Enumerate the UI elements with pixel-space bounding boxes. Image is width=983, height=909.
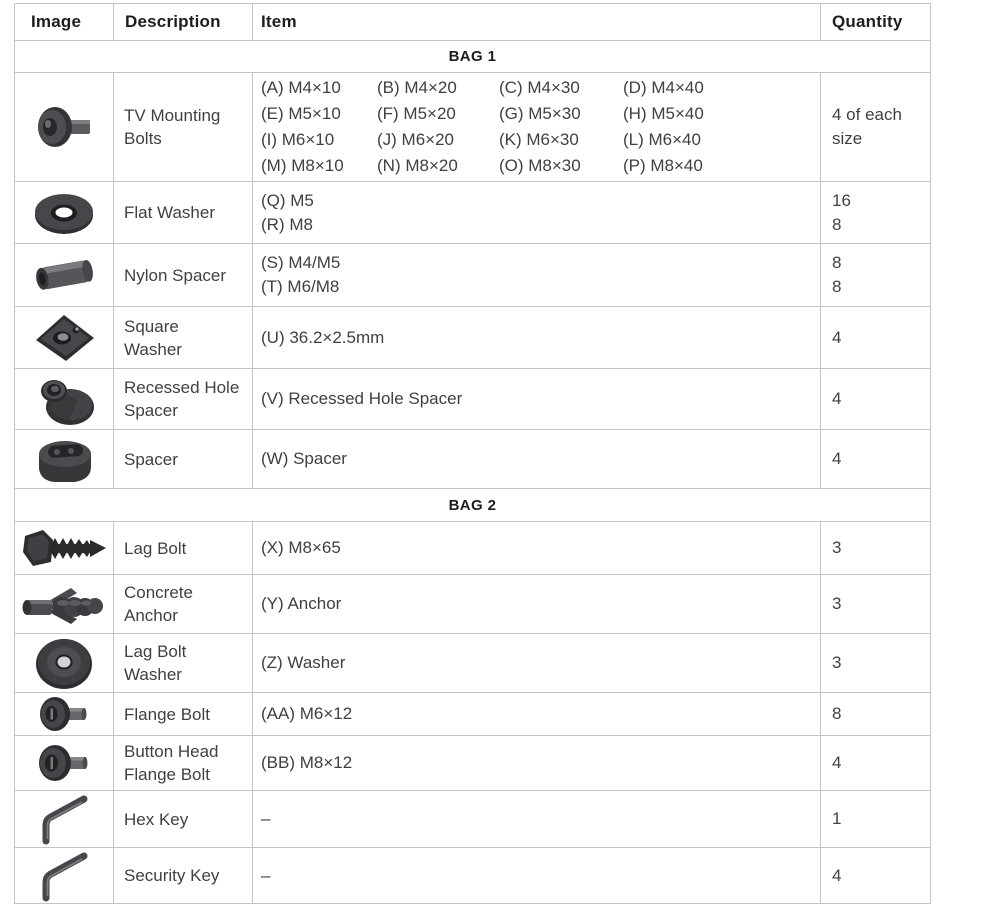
- table-row: [15, 430, 931, 489]
- item-cell: [253, 73, 821, 182]
- description-cell: Lag Bolt: [114, 522, 253, 575]
- item-cell: (U) 36.2×2.5mm: [253, 307, 821, 369]
- table-row: [15, 575, 931, 634]
- lag-bolt-washer-icon: [29, 635, 99, 691]
- table-row: [15, 182, 931, 244]
- quantity-cell: 4 of each size: [821, 73, 931, 182]
- table-row: [15, 522, 931, 575]
- table-row: [15, 848, 931, 904]
- section-label: BAG 1: [15, 41, 931, 73]
- item-cell: –: [253, 791, 821, 848]
- quantity-cell: 4: [821, 848, 931, 904]
- description-cell: TV Mounting Bolts: [114, 73, 253, 182]
- item-cell: (X) M8×65: [253, 522, 821, 575]
- flange-bolt-icon: [33, 694, 95, 734]
- quantity-cell: 16 8: [821, 182, 931, 244]
- description-cell: Square Washer: [114, 307, 253, 369]
- column-header-image: Image: [15, 4, 114, 41]
- table-row: [15, 369, 931, 430]
- item-cell: (Q) M5 (R) M8: [253, 182, 821, 244]
- table-row: [15, 73, 931, 182]
- hardware-parts-table: [14, 3, 931, 904]
- table-header-row: [15, 4, 931, 41]
- table-row: [15, 736, 931, 791]
- quantity-cell: 8 8: [821, 244, 931, 307]
- description-cell: Recessed Hole Spacer: [114, 369, 253, 430]
- item-cell: (V) Recessed Hole Spacer: [253, 369, 821, 430]
- lag-bolt-icon: [17, 524, 111, 572]
- item-cell: (W) Spacer: [253, 430, 821, 489]
- quantity-cell: 8: [821, 693, 931, 736]
- quantity-cell: 3: [821, 575, 931, 634]
- description-cell: Flat Washer: [114, 182, 253, 244]
- item-cell: –: [253, 848, 821, 904]
- table-row: [15, 634, 931, 693]
- table-row: [15, 693, 931, 736]
- flat-washer-icon: [26, 190, 102, 236]
- quantity-cell: 4: [821, 369, 931, 430]
- description-cell: Button Head Flange Bolt: [114, 736, 253, 791]
- description-cell: Lag Bolt Washer: [114, 634, 253, 693]
- description-cell: Security Key: [114, 848, 253, 904]
- tv-mounting-bolt-icon: [28, 98, 100, 156]
- square-washer-icon: [28, 311, 100, 365]
- spacer-icon: [27, 433, 101, 485]
- description-cell: Nylon Spacer: [114, 244, 253, 307]
- item-cell: (Z) Washer: [253, 634, 821, 693]
- concrete-anchor-icon: [17, 577, 111, 631]
- description-cell: Hex Key: [114, 791, 253, 848]
- description-cell: Concrete Anchor: [114, 575, 253, 634]
- nylon-spacer-icon: [23, 249, 105, 301]
- column-header-item: Item: [253, 4, 821, 41]
- item-cell: (AA) M6×12: [253, 693, 821, 736]
- section-row-bag1: [15, 41, 931, 73]
- quantity-cell: 3: [821, 634, 931, 693]
- table-row: [15, 791, 931, 848]
- item-cell: (S) M4/M5 (T) M6/M8: [253, 244, 821, 307]
- quantity-cell: 4: [821, 430, 931, 489]
- button-head-flange-bolt-icon: [32, 740, 96, 786]
- quantity-cell: 3: [821, 522, 931, 575]
- table-row: [15, 244, 931, 307]
- table-row: [15, 307, 931, 369]
- column-header-quantity: Quantity: [821, 4, 931, 41]
- security-key-icon: [32, 850, 96, 902]
- column-header-description: Description: [114, 4, 253, 41]
- hex-key-icon: [32, 793, 96, 845]
- quantity-cell: 4: [821, 307, 931, 369]
- description-cell: Flange Bolt: [114, 693, 253, 736]
- section-label: BAG 2: [15, 489, 931, 522]
- description-cell: Spacer: [114, 430, 253, 489]
- item-cell: (Y) Anchor: [253, 575, 821, 634]
- quantity-cell: 4: [821, 736, 931, 791]
- quantity-cell: 1: [821, 791, 931, 848]
- item-cell: (BB) M8×12: [253, 736, 821, 791]
- bolt-size-grid: (A) M4×10 (B) M4×20 (C) M4×30 (D) M4×40 (E) M5×10 (F) M5×20 (G) M5×30 (H) M5×40 (I) M6×10 (J) M6×20 (K) M6×30 (L) M6×40 (M) M8×10 (N) M8×20 (O) M8×30 (P) M8×40: [261, 78, 704, 175]
- recessed-hole-spacer-icon: [28, 371, 100, 427]
- section-row-bag2: [15, 489, 931, 522]
